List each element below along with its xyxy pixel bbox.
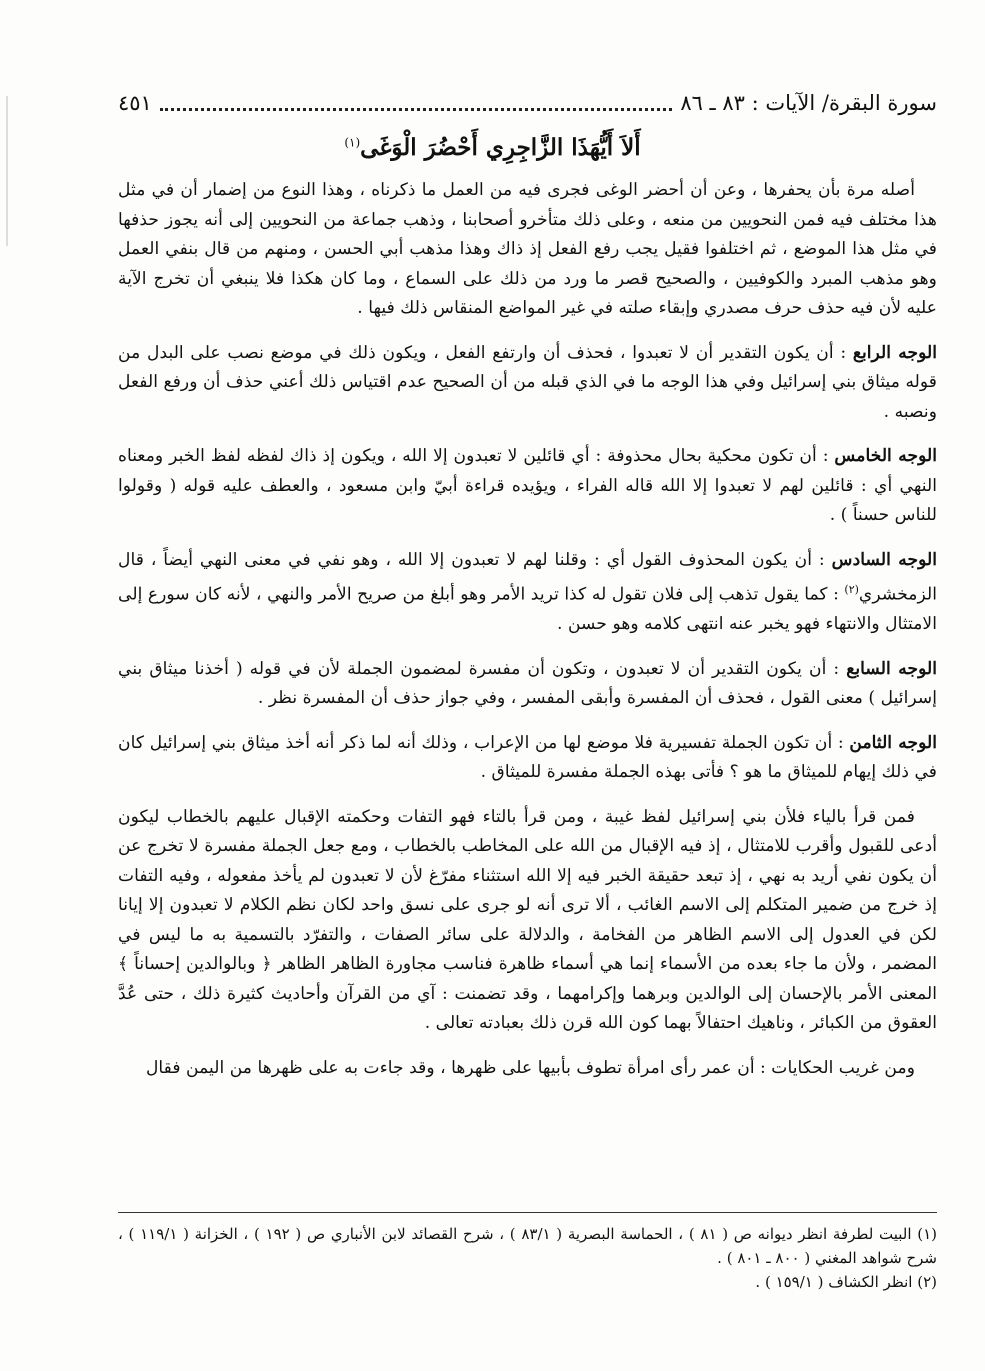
verse-footnote-ref: (١) bbox=[344, 135, 361, 150]
footnote-divider bbox=[118, 1212, 937, 1213]
header-title: سورة البقرة/ الآيات : ٨٣ ـ ٨٦ bbox=[680, 91, 937, 115]
paragraph bbox=[118, 803, 937, 1039]
paragraph-text: ومن غريب الحكايات : أن عمر رأى امرأة تطوف بأبيها على ظهرها ، وقد جاءت به على ظهرها من اليمن فقال bbox=[145, 1057, 915, 1078]
scan-edge-mark bbox=[6, 96, 8, 246]
paragraph-text-cont: : كما يقول تذهب إلى فلان تقول له كذا تريد الأمر وهو أبلغ من صريح الأمر والنهي ، لأنه كان سورع إلى الامتثال والانتهاء فهو يخبر عنه انتهى كلامه وهو حسن . bbox=[118, 584, 937, 635]
paragraph bbox=[118, 655, 937, 714]
paragraph bbox=[118, 176, 937, 324]
paragraph-text: : أن تكون الجملة تفسيرية فلا موضع لها من الإعراب ، وذلك أنه لما ذكر أنه أخذ ميثاق بني إسرائيل كان في ذلك إيهام للميثاق ما هو ؟ فأتى بهذه الجملة مفسرة للميثاق . bbox=[118, 732, 937, 783]
footnote-ref: (٢) bbox=[844, 583, 859, 596]
paragraph-text: : أن تكون محكية بحال محذوفة : أي قائلين لا تعبدون إلا الله ، ويكون إذ ذاك لفظه لفظ الخبر ومعناه النهي أي : قائلين لهم لا تعبدوا إلا الله قاله الفراء ، ويؤيده قراءة أبيّ وابن مسعود ، والعطف عليه قوله ( وقولوا للناس حسناً ) . bbox=[118, 446, 937, 525]
paragraph-lead: الوجه السابع bbox=[846, 658, 937, 679]
running-header bbox=[118, 86, 937, 120]
paragraph-text: : أن يكون التقدير أن لا تعبدون ، وتكون أن مفسرة لمضمون الجملة لأن في قوله ( أخذنا ميثاق بني إسرائيل ) معنى القول ، فحذف أن المفسرة وأبقى المفسر ، وفي جواز حذف أن المفسرة نظر . bbox=[118, 658, 937, 709]
paragraph-text: فمن قرأ بالياء فلأن بني إسرائيل لفظ غيبة ، ومن قرأ بالتاء فهو التفات وحكمته الإقبال عليهم بالخطاب ليكون أدعى للقبول وأقرب للامتثال ، إذ فيه الإقبال من الله على المخاطب بالخطاب ، ومع جعل الجملة مفسرة لا تخرج عن أن يكون نفي أريد به نهي ، إذ تبعد حقيقة الخبر فيه إلا الله استثناء مفرّغ لأن لا تعبدون لم يأخذ مفعوله ، وفيه التفات إذ خرج من ضمير المتكلم إلى الاسم الغائب ، ألا ترى أنه لو جرى على نسق واحد لكان نظم الكلام لا تعبدون إلا إيانا لكن في العدول إلى الاسم الظاهر من الفخامة ، والدلالة على سائر الصفات ، والتفرّد بالتسمية به ما ليس في المضمر ، ولأن ما جاء بعده من الأسماء إنما هي أسماء ظاهرة فناسب مجاورة الظاهر الظاهر ﴿ وبالوالدين إحساناً ﴾ المعنى الأمر بالإحسان إلى الوالدين وبرهما وإكرامهما ، وقد تضمنت : آي من القرآن وأحاديث كثيرة ذلك ، حتى عُدَّ العقوق من الكبائر ، وناهيك احتفالاً بهما كون الله قرن ذلك بعبادته تعالى . bbox=[118, 806, 937, 1034]
main-text bbox=[118, 176, 937, 1098]
paragraph bbox=[118, 1054, 937, 1084]
paragraph-lead: الوجه الرابع bbox=[852, 342, 938, 363]
paragraph bbox=[118, 442, 937, 531]
page-number: ٤٥١ bbox=[118, 91, 152, 115]
paragraph bbox=[118, 339, 937, 428]
paragraph-text: : أن يكون المحذوف القول أي : وقلنا لهم لا تعبدون إلا الله ، وهو نفي في معنى النهي أيضاً ، قال الزمخشري bbox=[118, 549, 937, 605]
paragraph-lead: الوجه السادس bbox=[831, 549, 937, 570]
footnote: (٢) انظر الكشاف ( ١٥٩/١ ) . bbox=[755, 1273, 937, 1291]
footnotes bbox=[118, 1222, 937, 1294]
verse-text: أَلاَ أَيُّهَذَا الزَّاجِرِي أَحْضُرَ الْوَغَى bbox=[360, 134, 641, 161]
paragraph-lead: الوجه الثامن bbox=[849, 732, 937, 753]
poetry-verse bbox=[0, 134, 985, 161]
paragraph-lead: الوجه الخامس bbox=[834, 446, 937, 466]
header-dot-leader bbox=[160, 108, 672, 111]
paragraph-text: أصله مرة بأن يحفرها ، وعن أن أحضر الوغى فجرى فيه من العمل ما ذكرناه ، وهذا النوع من إضمار أن في مثل هذا مختلف فيه فمن النحويين من منعه ، وعلى ذلك متأخرو أصحابنا ، وذهب جماعة من النحويين إلى أنه يجوز حذفها في مثل هذا الموضع ، ثم اختلفوا فقيل يجب رفع الفعل إذ ذاك وهذا مذهب أبي الحسن ، ومنهم من قال بنفي العمل وهو مذهب المبرد والكوفيين ، والصحيح قصر ما ورد من ذلك على السماع ، وما كان هكذا فلا ينبغي أن تخرج الآية عليه لأن فيه حذف حرف مصدري وإبقاء صلته في غير المواضع المنقاس ذلك فيها . bbox=[118, 180, 938, 318]
footnote: (١) البيت لطرفة انظر ديوانه ص ( ٨١ ) ، الحماسة البصرية ( ٨٣/١ ) ، شرح القصائد لابن الأنباري ص ( ١٩٢ ) ، الخزانة ( ١١٩/١ ) ، شرح شواهد المغني ( ٨٠٠ ـ ٨٠١ ) . bbox=[118, 1225, 937, 1267]
paragraph bbox=[118, 546, 937, 640]
paragraph bbox=[118, 729, 937, 788]
paragraph-text: : أن يكون التقدير أن لا تعبدوا ، فحذف أن وارتفع الفعل ، ويكون ذلك في موضع نصب على البدل من قوله ميثاق بني إسرائيل وفي هذا الوجه ما في الذي قبله من أن الصحيح عدم اقتياس ذلك أعني حذف أن ورفع الفعل ونصبه . bbox=[118, 342, 937, 422]
